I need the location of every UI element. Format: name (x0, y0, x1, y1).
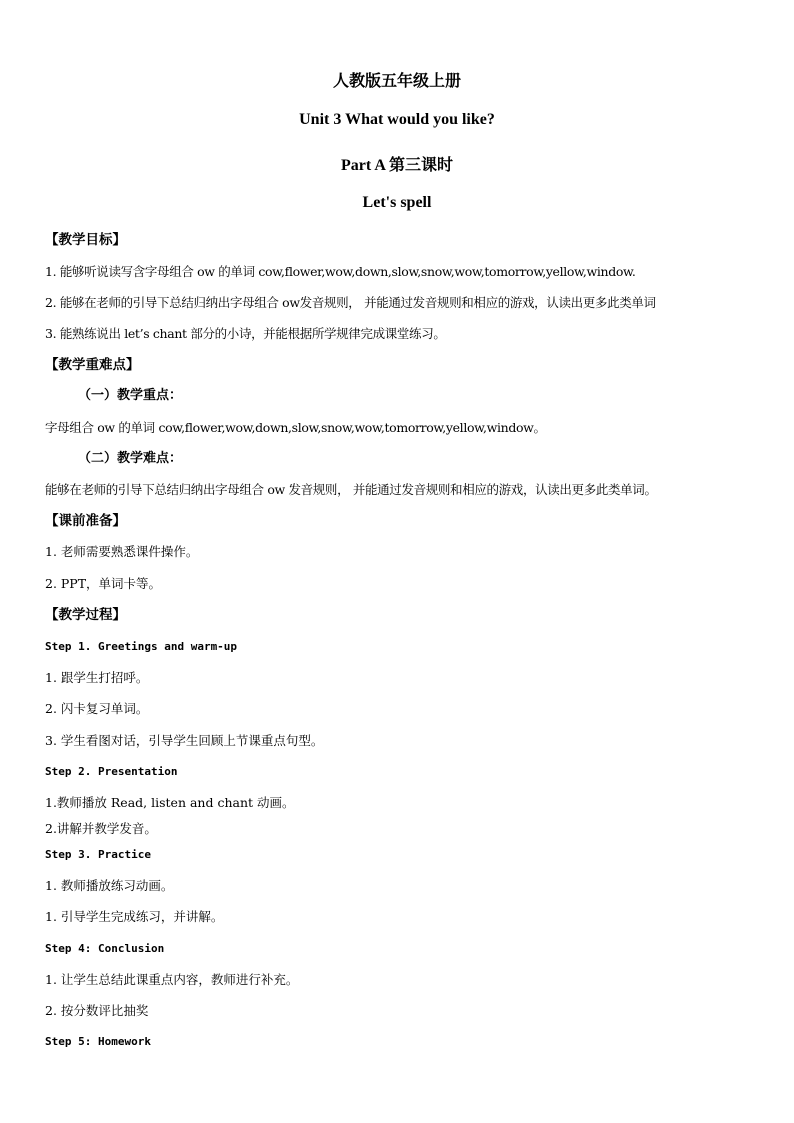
step-item: 1. 让学生总结此课重点内容，教师进行补充。 (45, 972, 299, 987)
part-title: Part A 第三课时 (341, 157, 453, 174)
step-item: 2.讲解并教学发音。 (45, 821, 157, 836)
step-item: 2. 按分数评比抽奖 (45, 1003, 149, 1018)
step-item: 1.教师播放 Read, listen and chant 动画。 (45, 795, 295, 810)
step-title: Step 4: Conclusion (45, 942, 165, 955)
unit-title: Unit 3 What would you like? (299, 111, 495, 128)
difficulty-heading: （二）教学难点： (78, 451, 183, 466)
step-title: Step 1. Greetings and warm-up (45, 640, 238, 653)
difficulty-text: 能够在老师的引导下总结归纳出字母组合 ow 发音规则， 并能通过发音规则和相应的游戏，认读出更多此类单词。 (45, 482, 657, 497)
step-title: Step 2. Presentation (45, 765, 178, 778)
objective-item: 3. 能熟练说出 let’s chant 部分的小诗，并能根据所学规律完成课堂练习。 (45, 326, 446, 341)
objective-item: 1. 能够听说读写含字母组合 ow 的单词 cow,flower,wow,down,slow,snow,wow,tomorrow,yellow,window. (45, 264, 636, 279)
preparation-item: 2. PPT，单词卡等。 (45, 576, 162, 591)
preparation-heading: 【课前准备】 (45, 513, 126, 529)
objective-item: 2. 能够在老师的引导下总结归纳出字母组合 ow发音规则， 并能通过发音规则和相应的游戏，认读出更多此类单词 (45, 295, 656, 310)
key-points-heading: 【教学重难点】 (45, 357, 140, 373)
focus-heading: （一）教学重点： (78, 388, 183, 403)
step-item: 1. 教师播放练习动画。 (45, 878, 174, 893)
objectives-heading: 【教学目标】 (45, 232, 126, 248)
process-heading: 【教学过程】 (45, 607, 126, 623)
step-title: Step 5: Homework (45, 1035, 151, 1048)
document-title: 人教版五年级上册 (332, 73, 461, 90)
step-item: 1. 跟学生打招呼。 (45, 670, 149, 685)
step-title: Step 3. Practice (45, 848, 151, 861)
step-item: 2. 闪卡复习单词。 (45, 701, 149, 716)
step-item: 3. 学生看图对话，引导学生回顾上节课重点句型。 (45, 733, 324, 748)
step-item: 1. 引导学生完成练习，并讲解。 (45, 909, 224, 924)
focus-text: 字母组合 ow 的单词 cow,flower,wow,down,slow,snow,wow,tomorrow,yellow,window。 (45, 420, 546, 435)
lesson-title: Let's spell (362, 194, 432, 211)
preparation-item: 1. 老师需要熟悉课件操作。 (45, 544, 199, 559)
